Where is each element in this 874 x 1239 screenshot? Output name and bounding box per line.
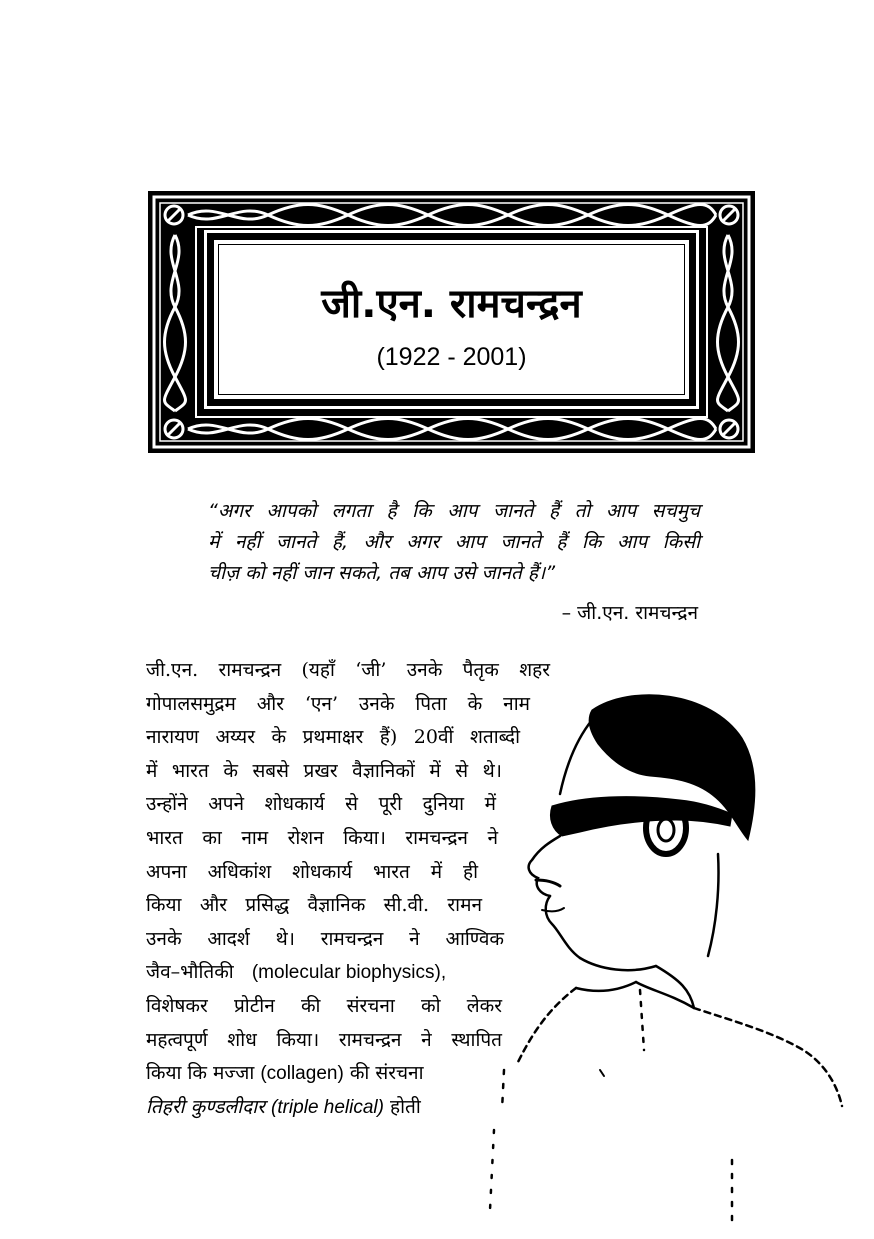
body-fragment: होती [390, 1095, 421, 1118]
page-title: जी.एन. रामचन्द्रन [321, 281, 582, 327]
term-english: (collagen) [260, 1063, 344, 1085]
quote-line: “अगर आपको लगता है कि आप जानते हैं तो आप सचमुच [208, 500, 700, 522]
body-line: जी.एन. रामचन्द्रन (यहाँ ‘जी’ उनके पैतृक शहर [146, 659, 550, 681]
body-fragment: किया कि मज्जा [146, 1062, 255, 1085]
term-english-italic: (triple helical) [271, 1096, 384, 1118]
title-frame [148, 191, 755, 453]
term-hindi: जैव–भौतिकी [146, 961, 234, 984]
body-line: महत्वपूर्ण शोध किया। रामचन्द्रन ने स्थापित [146, 1028, 502, 1051]
body-line: में भारत के सबसे प्रखर वैज्ञानिकों में से थे। [146, 759, 502, 782]
body-line: उन्होंने अपने शोधकार्य से पूरी दुनिया में [146, 793, 496, 816]
body-line: किया और प्रसिद्ध वैज्ञानिक सी.वी. रामन [146, 894, 482, 917]
body-line: गोपालसमुद्रम और ‘एन’ उनके पिता के नाम [146, 692, 530, 715]
portrait-sketch [480, 690, 850, 1225]
quote-attribution: – जी.एन. रामचन्द्रन [561, 602, 698, 624]
quote-line: चीज़ को नहीं जान सकते, तब आप उसे जानते हैं।” [208, 562, 556, 584]
body-line: उनके आदर्श थे। रामचन्द्रन ने आण्विक [146, 927, 504, 950]
quote-line: में नहीं जानते हैं, और अगर आप जानते हैं कि आप किसी [208, 531, 700, 553]
term-hindi-italic: तिहरी कुण्डलीदार [146, 1095, 265, 1118]
body-fragment: की संरचना [349, 1062, 424, 1085]
body-line: विशेषकर प्रोटीन की संरचना को लेकर [146, 994, 502, 1017]
title-panel [210, 236, 693, 403]
epigraph-quote [208, 496, 700, 589]
body-line: भारत का नाम रोशन किया। रामचन्द्रन ने [146, 826, 498, 849]
lifespan-years: (1922 - 2001) [376, 343, 527, 371]
term-english: (molecular biophysics), [251, 962, 447, 984]
body-line: नारायण अय्यर के प्रथमाक्षर हैं) 20वीं शताब्दी [146, 726, 520, 749]
body-line: अपना अधिकांश शोधकार्य भारत में ही [146, 860, 478, 883]
